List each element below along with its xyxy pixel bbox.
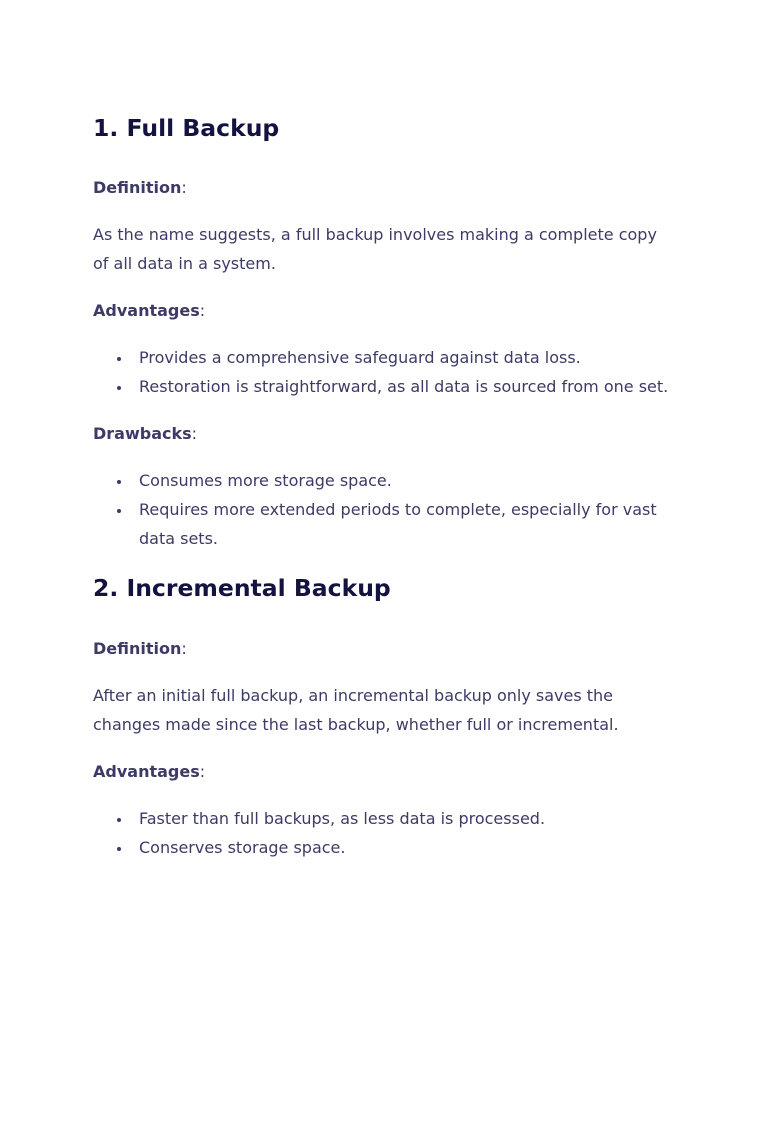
definition-text: After an initial full backup, an incremental backup only saves the changes made since the last backup, whether full or incremental. [93, 686, 619, 734]
list-item: Restoration is straightforward, as all data is sourced from one set. [139, 372, 675, 401]
colon: : [199, 762, 206, 781]
colon: : [199, 301, 206, 320]
colon: : [191, 424, 198, 443]
colon: : [181, 178, 187, 197]
advantages-list [93, 804, 675, 862]
drawbacks-label-paragraph [93, 419, 675, 448]
definition-label: Definition [93, 639, 182, 658]
list-item: Provides a comprehensive safeguard against data loss. [139, 343, 675, 372]
list-item: Conserves storage space. [139, 833, 675, 862]
list-item: Requires more extended periods to complete, especially for vast data sets. [139, 495, 675, 553]
definition-label-paragraph [93, 173, 675, 202]
definition-label-paragraph [93, 634, 675, 663]
list-item: Faster than full backups, as less data is processed. [139, 804, 675, 833]
definition-label: Definition [93, 178, 182, 197]
advantages-list [93, 343, 675, 401]
definition-text: As the name suggests, a full backup involves making a complete copy of all data in a system. [93, 225, 657, 273]
advantages-label: Advantages [93, 301, 200, 320]
advantages-label-paragraph [93, 296, 675, 325]
list-item: Consumes more storage space. [139, 466, 675, 495]
advantages-label: Advantages [93, 762, 200, 781]
section-heading-full-backup: 1. Full Backup [93, 114, 280, 142]
drawbacks-label: Drawbacks [93, 424, 192, 443]
drawbacks-list [93, 466, 675, 553]
advantages-label-paragraph [93, 757, 675, 786]
article-body [0, 113, 768, 862]
section-heading-incremental-backup: 2. Incremental Backup [93, 574, 391, 602]
colon: : [181, 639, 187, 658]
